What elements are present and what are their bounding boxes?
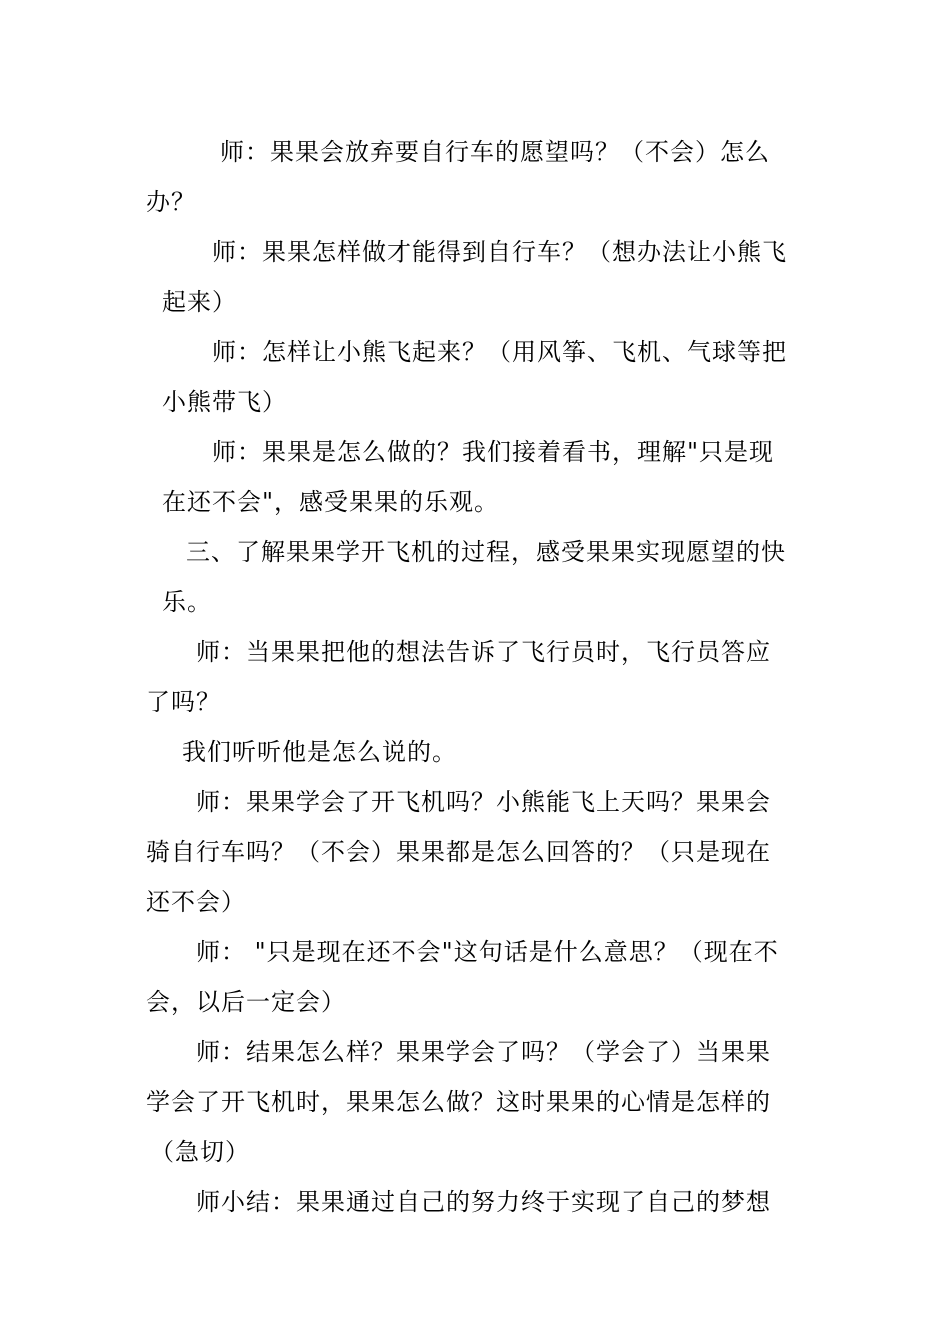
- text-line: 还不会）: [146, 888, 246, 916]
- text-line: 小熊带飞）: [162, 388, 287, 416]
- text-line: （急切）: [150, 1138, 250, 1166]
- text-line: 师小结：果果通过自己的努力终于实现了自己的梦想: [196, 1188, 771, 1216]
- text-line: 在还不会"，感受果果的乐观。: [162, 488, 500, 516]
- text-line: 师：结果怎么样？果果学会了吗？（学会了）当果果: [196, 1038, 771, 1066]
- text-line: 学会了开飞机时，果果怎么做？这时果果的心情是怎样的: [146, 1088, 771, 1116]
- text-line: 了吗？: [146, 688, 221, 716]
- text-line: 师： "只是现在还不会"这句话是什么意思？（现在不: [196, 938, 779, 966]
- section-heading-continued: 乐。: [162, 588, 212, 616]
- text-line: 会，以后一定会）: [146, 988, 346, 1016]
- text-line: 起来）: [162, 288, 237, 316]
- text-line: 师：果果学会了开飞机吗？小熊能飞上天吗？果果会: [196, 788, 771, 816]
- text-line: 师：怎样让小熊飞起来？（用风筝、飞机、气球等把: [212, 338, 787, 366]
- text-line: 骑自行车吗？（不会）果果都是怎么回答的？（只是现在: [146, 838, 771, 866]
- text-line: 办？: [146, 188, 196, 216]
- text-line: 师：果果会放弃要自行车的愿望吗？（不会）怎么: [220, 138, 770, 166]
- text-line: 师：果果是怎么做的？我们接着看书，理解"只是现: [212, 438, 775, 466]
- text-line: 师：果果怎样做才能得到自行车？（想办法让小熊飞: [212, 238, 787, 266]
- section-heading: 三、了解果果学开飞机的过程，感受果果实现愿望的快: [186, 538, 786, 566]
- text-line: 我们听听他是怎么说的。: [182, 738, 457, 766]
- text-line: 师：当果果把他的想法告诉了飞行员时，飞行员答应: [196, 638, 771, 666]
